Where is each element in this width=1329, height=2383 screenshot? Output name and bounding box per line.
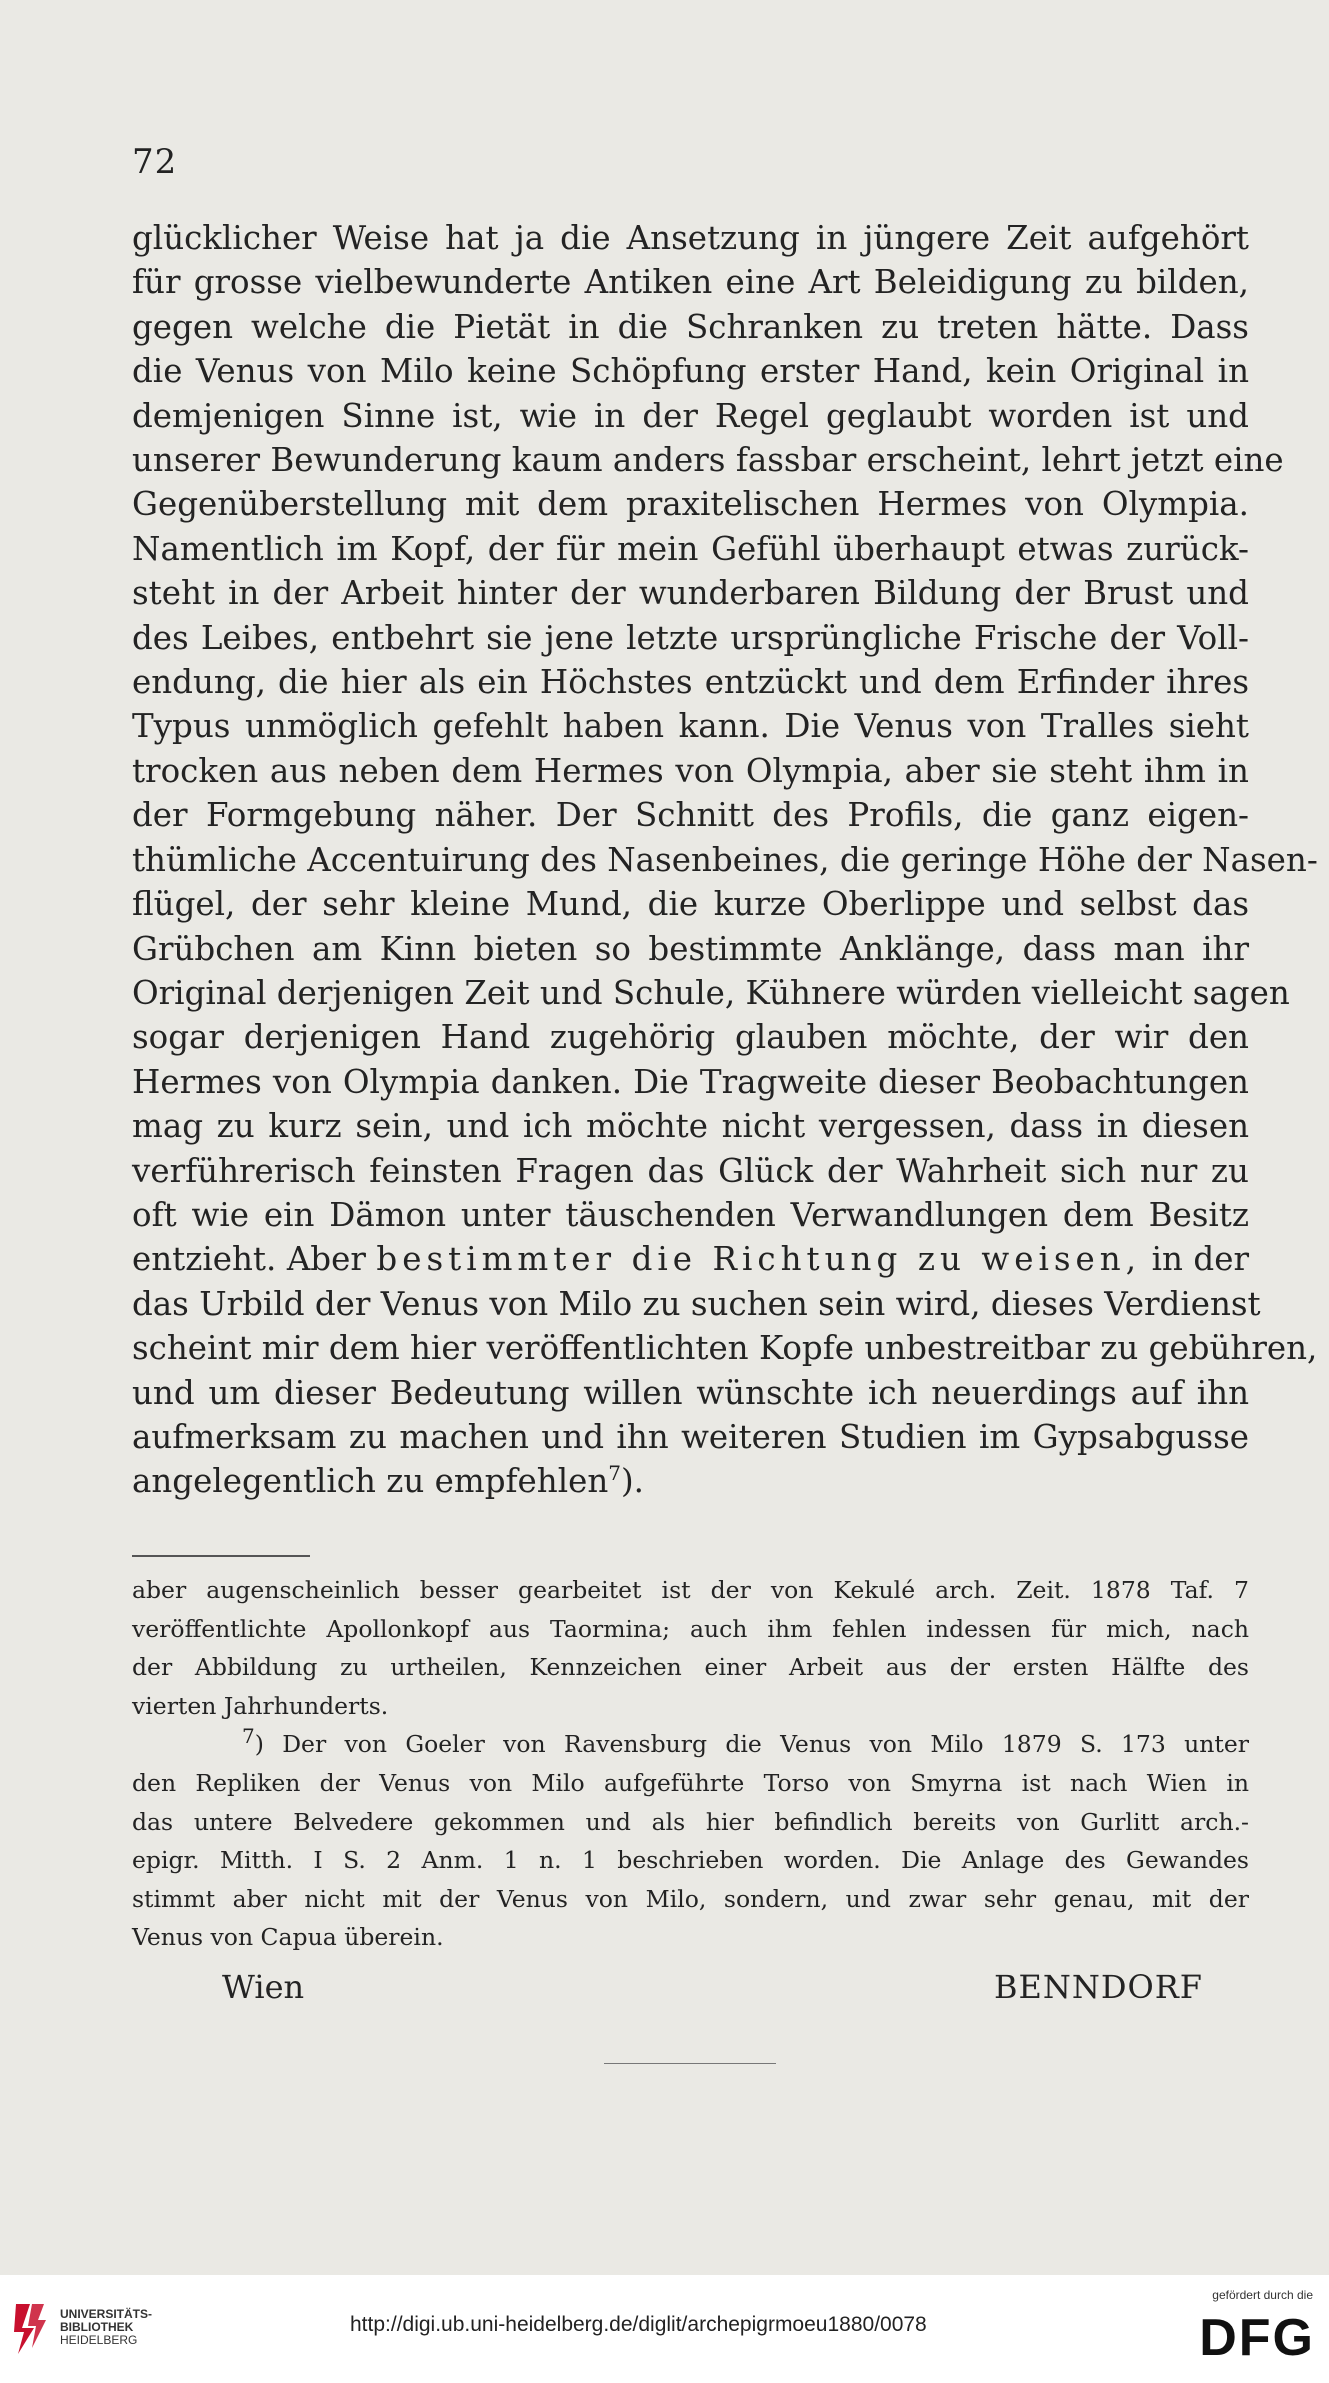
body-line: Original derjenigen Zeit und Schule, Kühnere würden vielleicht sagen (132, 973, 1290, 1012)
library-logo[interactable] (10, 2296, 170, 2366)
body-line: thümliche Accentuirung des Nasenbeines, die geringe Höhe der Nasen- (132, 840, 1318, 879)
end-rule (604, 2063, 776, 2064)
footnote-7-first-line: 7) Der von Goeler von Ravensburg die Venus von Milo 1879 S. 173 unter (242, 1724, 1249, 1759)
body-line: der Formgebung näher. Der Schnitt des Profils, die ganz eigen- (132, 796, 1249, 835)
body-line: verführerisch feinsten Fragen das Glück der Wahrheit sich nur zu (132, 1151, 1249, 1190)
body-line: Grübchen am Kinn bieten so bestimmte Anklänge, dass man ihr (132, 929, 1249, 968)
signature (222, 1968, 1203, 2006)
main-text (132, 216, 1318, 1504)
footnote-line: der Abbildung zu urtheilen, Kennzeichen einer Arbeit aus der ersten Hälfte des (132, 1653, 1249, 1682)
body-line: die Venus von Milo keine Schöpfung erster Hand, kein Original in (132, 352, 1249, 391)
body-line: oft wie ein Dämon unter täuschenden Verwandlungen dem Besitz (132, 1195, 1249, 1234)
body-line: unserer Bewunderung kaum anders fassbar erscheint, lehrt jetzt eine (132, 441, 1284, 480)
library-name: UNIVERSITÄTS- BIBLIOTHEK HEIDELBERG (60, 2307, 153, 2347)
body-line: mag zu kurz sein, und ich möchte nicht vergessen, dass in diesen (132, 1107, 1249, 1146)
emphasis-spaced: bestimmter die Richtung zu weisen, (376, 1240, 1142, 1279)
body-line: trocken aus neben dem Hermes von Olympia, aber sie steht ihm in (132, 751, 1249, 790)
body-line: Gegenüberstellung mit dem praxitelischen Hermes von Olympia. (132, 485, 1249, 524)
footnote-line: das untere Belvedere gekommen und als hier befindlich bereits von Gurlitt arch.- (132, 1807, 1249, 1836)
footnote-rule (132, 1555, 310, 1557)
footnote-marker: 7 (242, 1724, 255, 1749)
body-line: entzieht. Aber bestimmter die Richtung zu weisen, in der (132, 1240, 1249, 1279)
footnote-ref: 7 (608, 1461, 621, 1486)
body-line: angelegentlich zu empfehlen$^7$). (132, 1461, 644, 1501)
body-line: scheint mir dem hier veröffentlichten Kopfe unbestreitbar zu gebühren, (132, 1329, 1318, 1368)
body-line: Typus unmöglich gefehlt haben kann. Die Venus von Tralles sieht (132, 707, 1249, 746)
body-line: flügel, der sehr kleine Mund, die kurze Oberlippe und selbst das (132, 885, 1249, 924)
footnote-line: veröffentlichte Apollonkopf aus Taormina; auch ihm fehlen indessen für mich, nach (132, 1614, 1249, 1643)
source-url[interactable]: http://digi.ub.uni-heidelberg.de/diglit/archepigrmoeu1880/0078 (350, 2313, 927, 2336)
footnote-line: den Repliken der Venus von Milo aufgeführte Torso von Smyrna ist nach Wien in (132, 1768, 1249, 1797)
body-line: des Leibes, entbehrt sie jene letzte ursprüngliche Frische der Voll- (132, 618, 1249, 657)
footnote-line: Venus von Capua überein. (132, 1923, 444, 1952)
body-line: sogar derjenigen Hand zugehörig glauben möchte, der wir den (132, 1018, 1249, 1057)
body-line: für grosse vielbewunderte Antiken eine Art Beleidigung zu bilden, (132, 263, 1249, 302)
footnote-line: stimmt aber nicht mit der Venus von Milo, sondern, und zwar sehr genau, mit der (132, 1884, 1249, 1913)
body-line: gegen welche die Pietät in die Schranken zu treten hätte. Dass (132, 307, 1249, 346)
signature-author: BENNDORF (993, 1968, 1203, 2006)
footnotes (132, 1571, 1249, 1957)
footnote-line: aber augenscheinlich besser gearbeitet ist der von Kekulé arch. Zeit. 1878 Taf. 7 (132, 1576, 1249, 1604)
body-line: Namentlich im Kopf, der für mein Gefühl überhaupt etwas zurück- (132, 529, 1249, 568)
body-line: und um dieser Bedeutung willen wünschte ich neuerdings auf ihn (132, 1373, 1249, 1412)
body-line: aufmerksam zu machen und ihn weiteren Studien im Gypsabgusse (132, 1417, 1249, 1456)
signature-place: Wien (222, 1968, 305, 2006)
body-line: glücklicher Weise hat ja die Ansetzung in jüngere Zeit aufgehört (132, 219, 1249, 257)
footnote-line: epigr. Mitth. I S. 2 Anm. 1 n. 1 beschrieben worden. Die Anlage des Gewandes (132, 1846, 1249, 1875)
sponsor-caption: gefördert durch die (1212, 2288, 1313, 2302)
body-line: Hermes von Olympia danken. Die Tragweite dieser Beobachtungen (132, 1062, 1249, 1101)
body-line: das Urbild der Venus von Milo zu suchen sein wird, dieses Verdienst (132, 1284, 1261, 1323)
body-line: demjenigen Sinne ist, wie in der Regel geglaubt worden ist und (132, 396, 1249, 435)
page-number: 72 (132, 142, 178, 182)
body-line: endung, die hier als ein Höchstes entzückt und dem Erfinder ihres (132, 663, 1249, 702)
footnote-line: vierten Jahrhunderts. (132, 1691, 389, 1720)
sponsor-name: DFG (1199, 2309, 1315, 2367)
library-logo-icon (10, 2298, 50, 2358)
body-line: steht in der Arbeit hinter der wunderbaren Bildung der Brust und (132, 574, 1249, 613)
sponsor-logo[interactable] (1165, 2288, 1315, 2374)
